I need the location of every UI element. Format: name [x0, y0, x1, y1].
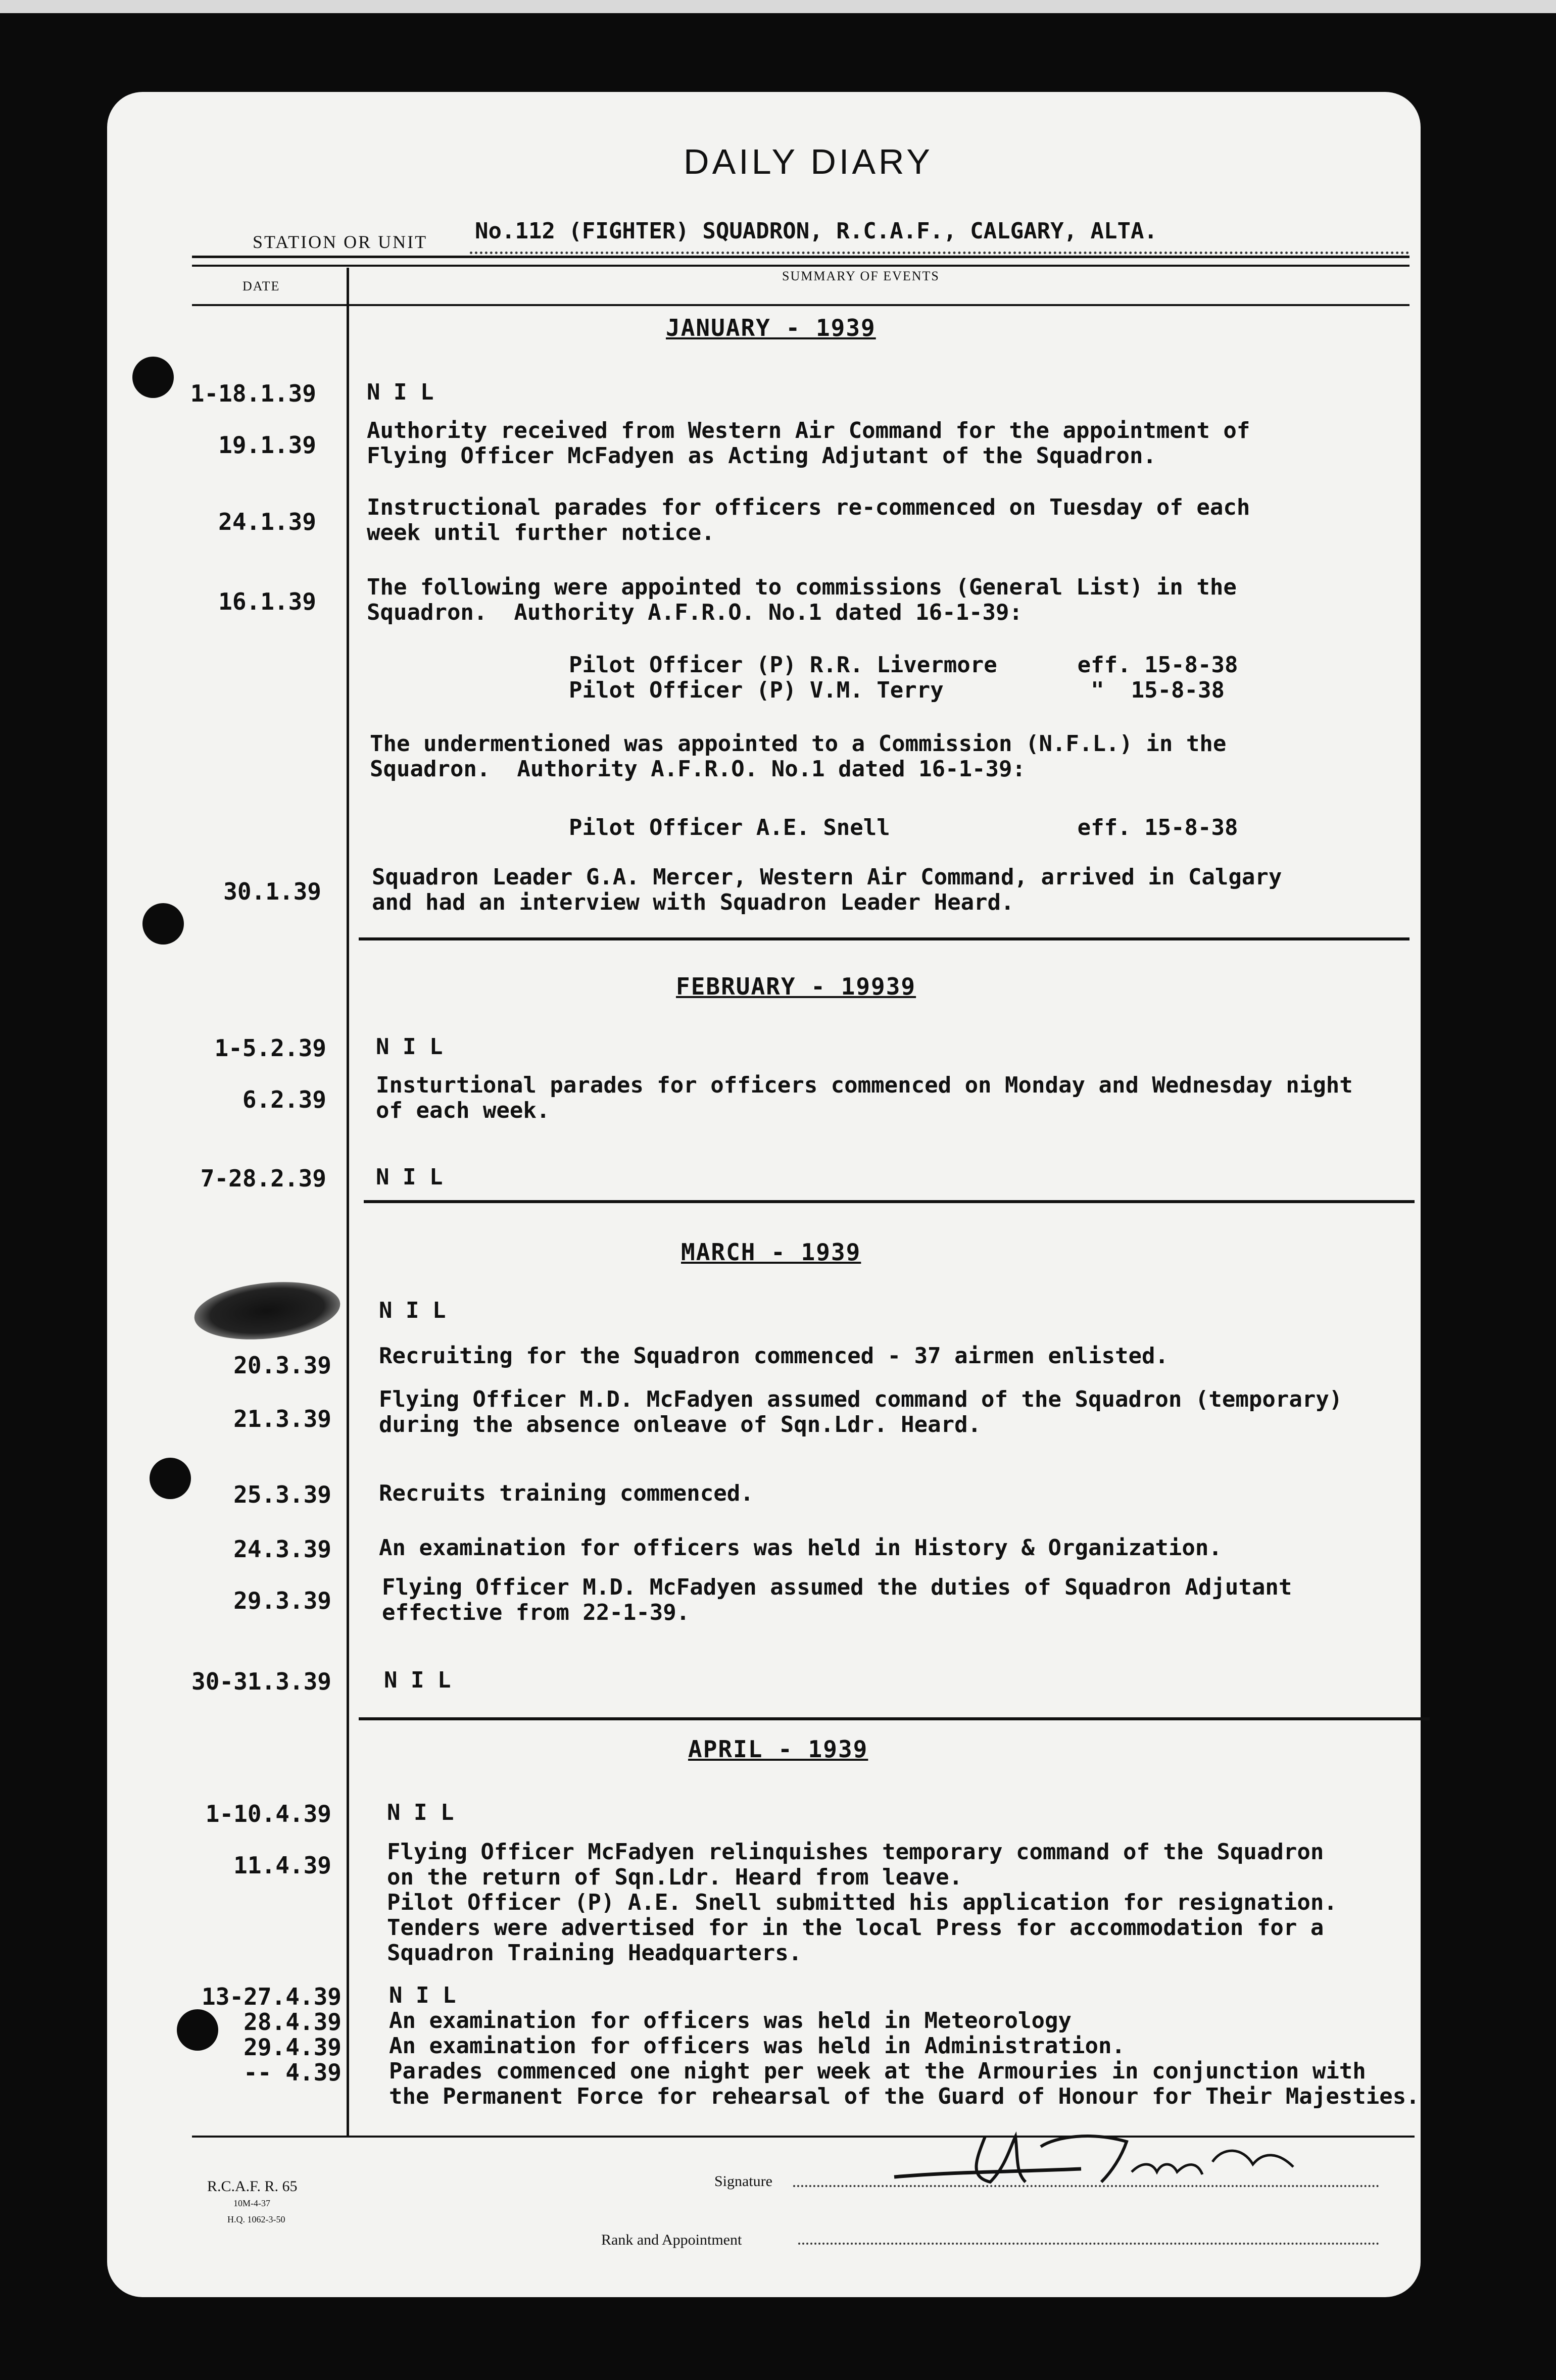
- header-rule: [192, 256, 1409, 258]
- entry-date: 25.3.39: [233, 1481, 331, 1508]
- entry-date: 21.3.39: [233, 1405, 331, 1432]
- entry-text: N I L An examination for officers was held in Meteorology An examination for officers was held in Administration. Parades commenced one night per week at the Armouries in conjunction with the Permanent Force for rehearsal of the Guard of Honour for Their Majesties.: [389, 1982, 1420, 2109]
- entry-text: Flying Officer McFadyen relinquishes temporary command of the Squadron on the return of Sqn.Ldr. Heard from leave. Pilot Officer (P) A.E. Snell submitted his application for resignation. Tenders were advertised for in the local Press for accommodation for a Squadron Training Headquarters.: [387, 1839, 1337, 1966]
- month-heading: FEBRUARY - 19939: [676, 973, 916, 1000]
- entry-date: 24.1.39: [218, 508, 316, 535]
- month-heading: JANUARY - 1939: [666, 314, 876, 341]
- header-rule: [192, 265, 1409, 267]
- rank-appointment-label: Rank and Appointment: [601, 2232, 742, 2248]
- handwritten-signature: [889, 2116, 1324, 2197]
- entry-text: Flying Officer M.D. McFadyen assumed the duties of Squadron Adjutant effective from 22-1-39.: [382, 1574, 1292, 1625]
- entry-text: The undermentioned was appointed to a Commission (N.F.L.) in the Squadron. Authority A.F.R.O. No.1 dated 16-1-39:: [370, 731, 1227, 782]
- entry-date: 1-18.1.39: [190, 380, 316, 407]
- entry-date: 30-31.3.39: [191, 1668, 331, 1695]
- entry-text: Instructional parades for officers re-commenced on Tuesday of each week until further notice.: [367, 494, 1250, 546]
- summary-column-header: SUMMARY OF EVENTS: [782, 269, 940, 283]
- entry-date: 7-28.2.39: [200, 1165, 326, 1192]
- entry-date: 11.4.39: [233, 1852, 331, 1879]
- entry-date: 29.3.39: [233, 1587, 331, 1614]
- entry-date: 29.4.39: [244, 2034, 342, 2061]
- column-divider: [347, 268, 349, 2137]
- entry-date: 1-5.2.39: [214, 1034, 326, 1062]
- entry-text: An examination for officers was held in History & Organization.: [379, 1535, 1222, 1561]
- entry-text: Recruits training commenced.: [379, 1480, 754, 1506]
- entry-date: 6.2.39: [242, 1086, 326, 1113]
- signature-label: Signature: [714, 2173, 772, 2190]
- date-column-header: DATE: [242, 279, 280, 293]
- month-separator: [359, 1717, 1430, 1720]
- entry-date: 13-27.4.39: [202, 1983, 342, 2010]
- month-separator: [364, 1200, 1415, 1203]
- entry-text: N I L: [384, 1667, 451, 1693]
- station-value: No.112 (FIGHTER) SQUADRON, R.C.A.F., CALGARY, ALTA.: [475, 218, 1158, 244]
- entry-date: 24.3.39: [233, 1535, 331, 1563]
- entry-date: 1-10.4.39: [205, 1800, 331, 1827]
- month-heading: MARCH - 1939: [681, 1238, 861, 1266]
- station-label: STATION OR UNIT: [253, 232, 428, 252]
- entry-text: Recruiting for the Squadron commenced - 37 airmen enlisted.: [379, 1343, 1169, 1369]
- month-heading: APRIL - 1939: [688, 1736, 868, 1763]
- entry-text: Squadron Leader G.A. Mercer, Western Air Command, arrived in Calgary and had an interview with Squadron Leader Heard.: [372, 864, 1282, 915]
- scan-top-edge: [0, 0, 1556, 13]
- print-code: H.Q. 1062-3-50: [227, 2214, 285, 2224]
- entry-text: Authority received from Western Air Command for the appointment of Flying Officer McFadyen as Acting Adjutant of the Squadron.: [367, 418, 1250, 469]
- entry-text: Pilot Officer (P) R.R. Livermore eff. 15-8-38 Pilot Officer (P) V.M. Terry " 15-8-38: [569, 652, 1238, 703]
- entry-text: Pilot Officer A.E. Snell eff. 15-8-38: [569, 815, 1238, 840]
- entry-text: N I L: [376, 1164, 443, 1190]
- form-number: R.C.A.F. R. 65: [207, 2178, 298, 2195]
- entry-date: 28.4.39: [244, 2008, 342, 2036]
- entry-text: N I L: [376, 1034, 443, 1060]
- entry-text: N I L: [387, 1800, 454, 1825]
- entry-date: 30.1.39: [223, 878, 321, 905]
- month-separator: [359, 937, 1409, 940]
- station-underline: [470, 252, 1409, 254]
- entry-text: Flying Officer M.D. McFadyen assumed command of the Squadron (temporary) during the absence onleave of Sqn.Ldr. Heard.: [379, 1386, 1343, 1437]
- entry-text: N I L: [379, 1298, 446, 1323]
- entry-date: -- 4.39: [244, 2059, 342, 2086]
- entry-text: N I L: [367, 379, 434, 405]
- column-header-rule: [192, 304, 1409, 306]
- entry-date: 16.1.39: [218, 588, 316, 615]
- print-code: 10M-4-37: [233, 2198, 270, 2208]
- entry-text: Insturtional parades for officers commenced on Monday and Wednesday night of each week.: [376, 1072, 1353, 1123]
- rank-appointment-line: [798, 2243, 1379, 2245]
- punch-hole: [142, 903, 184, 945]
- entry-date: 19.1.39: [218, 431, 316, 459]
- entry-text: The following were appointed to commissions (General List) in the Squadron. Authority A.F.R.O. No.1 dated 16-1-39:: [367, 574, 1237, 625]
- page-title: DAILY DIARY: [684, 142, 933, 181]
- entry-date: 20.3.39: [233, 1352, 331, 1379]
